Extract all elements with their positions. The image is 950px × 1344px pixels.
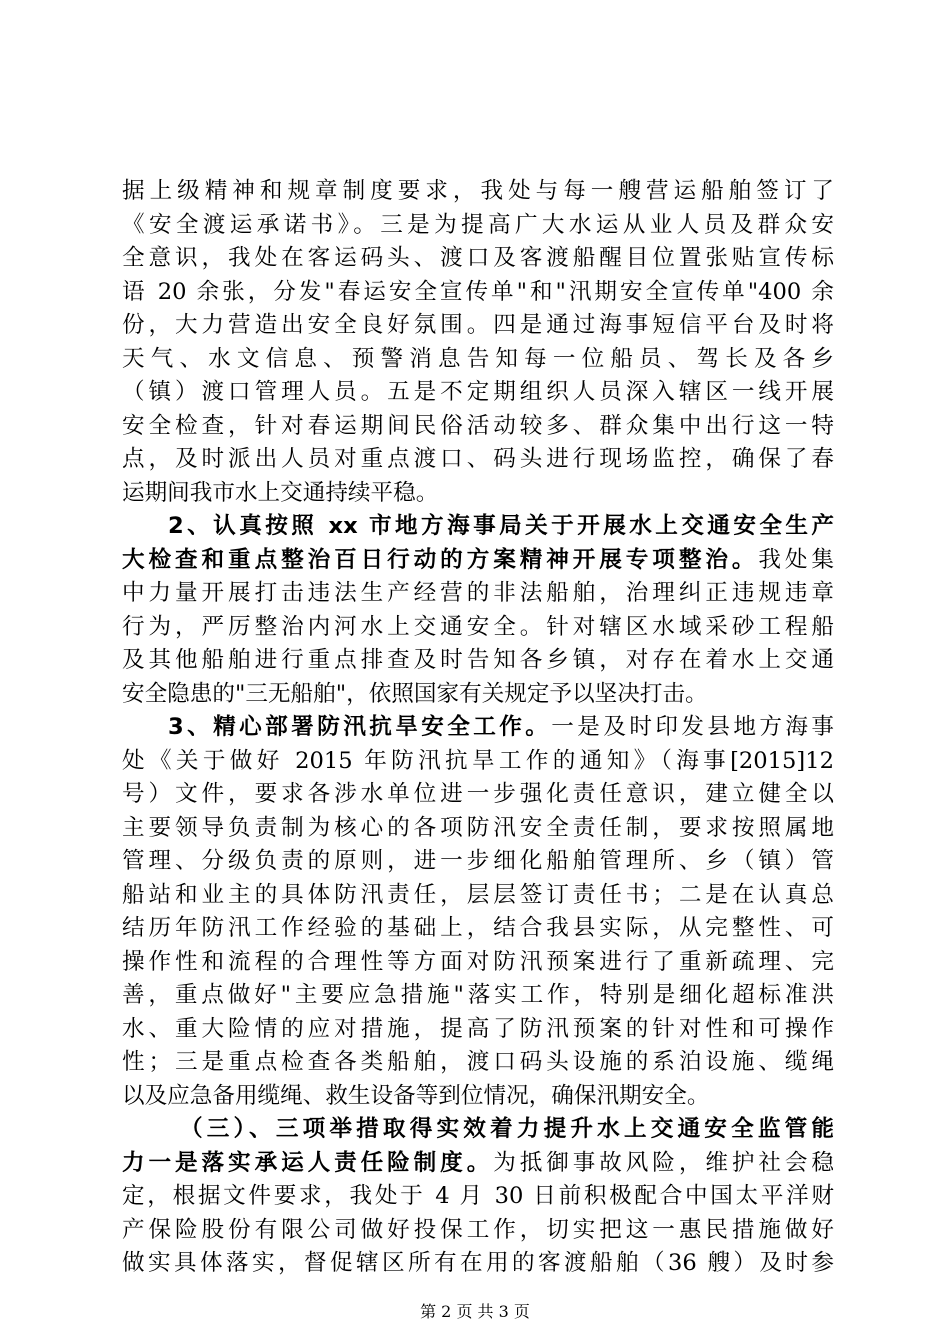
text-line: 处《关于做好 2015 年防汛抗旱工作的通知》（海事[2015]12 [122,748,834,774]
text-line: 以及应急备用缆绳、救生设备等到位情况，确保汛期安全。 [122,1083,710,1109]
text-line: 善，重点做好"主要应急措施"落实工作，特别是细化超标准洪 [122,982,834,1008]
text-line: 全意识，我处在客运码头、渡口及客渡船醒目位置张贴宣传标 [122,245,834,271]
text-line: 及其他船舶进行重点排查及时告知各乡镇，对存在着水上交通 [122,647,834,673]
page-footer: 第 2 页 共 3 页 [420,1302,530,1321]
text-line: 船站和业主的具体防汛责任，层层签订责任书；二是在认真总 [122,882,834,908]
text-line [122,1146,834,1180]
section-heading-text: 3、精心部署防汛抗旱安全工作。 [168,714,552,740]
text-line: 运期间我市水上交通持续平稳。 [122,480,439,506]
text-line: 《安全渡运承诺书》。三是为提高广大水运从业人员及群众安 [122,212,834,238]
text-line: 据上级精神和规章制度要求，我处与每一艘营运船舶签订了 [122,178,834,204]
text-run: 我处集 [758,547,834,573]
text-line: 水、重大险情的应对措施，提高了防汛预案的针对性和可操作 [122,1016,834,1042]
text-line: 语 20 余张，分发"春运安全宣传单"和"汛期安全宣传单"400 余 [122,279,834,305]
text-line: 性；三是重点检查各类船舶，渡口码头设施的系泊设施、缆绳 [122,1049,834,1075]
text-line: 管理、分级负责的原则，进一步细化船舶管理所、乡（镇）管 [122,848,834,874]
section-heading-text: 大检查和重点整治百日行动的方案精神开展专项整治。 [122,547,759,573]
text-line: 做实具体落实，督促辖区所有在用的客渡船舶（36 艘）及时参 [122,1250,834,1276]
text-line: 主要领导负责制为核心的各项防汛安全责任制，要求按照属地 [122,815,834,841]
text-line: 点，及时派出人员对重点渡口、码头进行现场监控，确保了春 [122,446,834,472]
text-line: 安全检查，针对春运期间民俗活动较多、群众集中出行这一特 [122,413,834,439]
text-line [122,543,834,577]
text-line [168,710,834,744]
text-line: 操作性和流程的合理性等方面对防汛预案进行了重新疏理、完 [122,949,834,975]
section-heading-text: 力一是落实承运人责任险制度。 [122,1150,494,1176]
text-line: 安全隐患的"三无船舶"，依照国家有关规定予以坚决打击。 [122,681,708,707]
section-heading-line: 2、认真按照 xx 市地方海事局关于开展水上交通安全生产 [168,513,834,539]
text-line: 中力量开展打击违法生产经营的非法船舶，治理纠正违规违章 [122,580,834,606]
text-run: 为抵御事故风险，维护社会稳 [493,1150,834,1176]
text-line: 天气、水文信息、预警消息告知每一位船员、驾长及各乡 [122,346,834,372]
text-run: 一是及时印发县地方海事 [551,714,834,740]
text-line: 定，根据文件要求，我处于 4 月 30 日前积极配合中国太平洋财 [122,1183,834,1209]
section-heading-line: （三）、三项举措取得实效着力提升水上交通安全监管能 [180,1116,834,1142]
text-line: 结历年防汛工作经验的基础上，结合我县实际，从完整性、可 [122,915,834,941]
text-line: 行为，严厉整治内河水上交通安全。针对辖区水域采砂工程船 [122,614,834,640]
text-line: （镇）渡口管理人员。五是不定期组织人员深入辖区一线开展 [122,379,834,405]
text-line: 产保险股份有限公司做好投保工作，切实把这一惠民措施做好 [122,1217,834,1243]
text-line: 份，大力营造出安全良好氛围。四是通过海事短信平台及时将 [122,312,834,338]
text-line: 号）文件，要求各涉水单位进一步强化责任意识，建立健全以 [122,781,834,807]
